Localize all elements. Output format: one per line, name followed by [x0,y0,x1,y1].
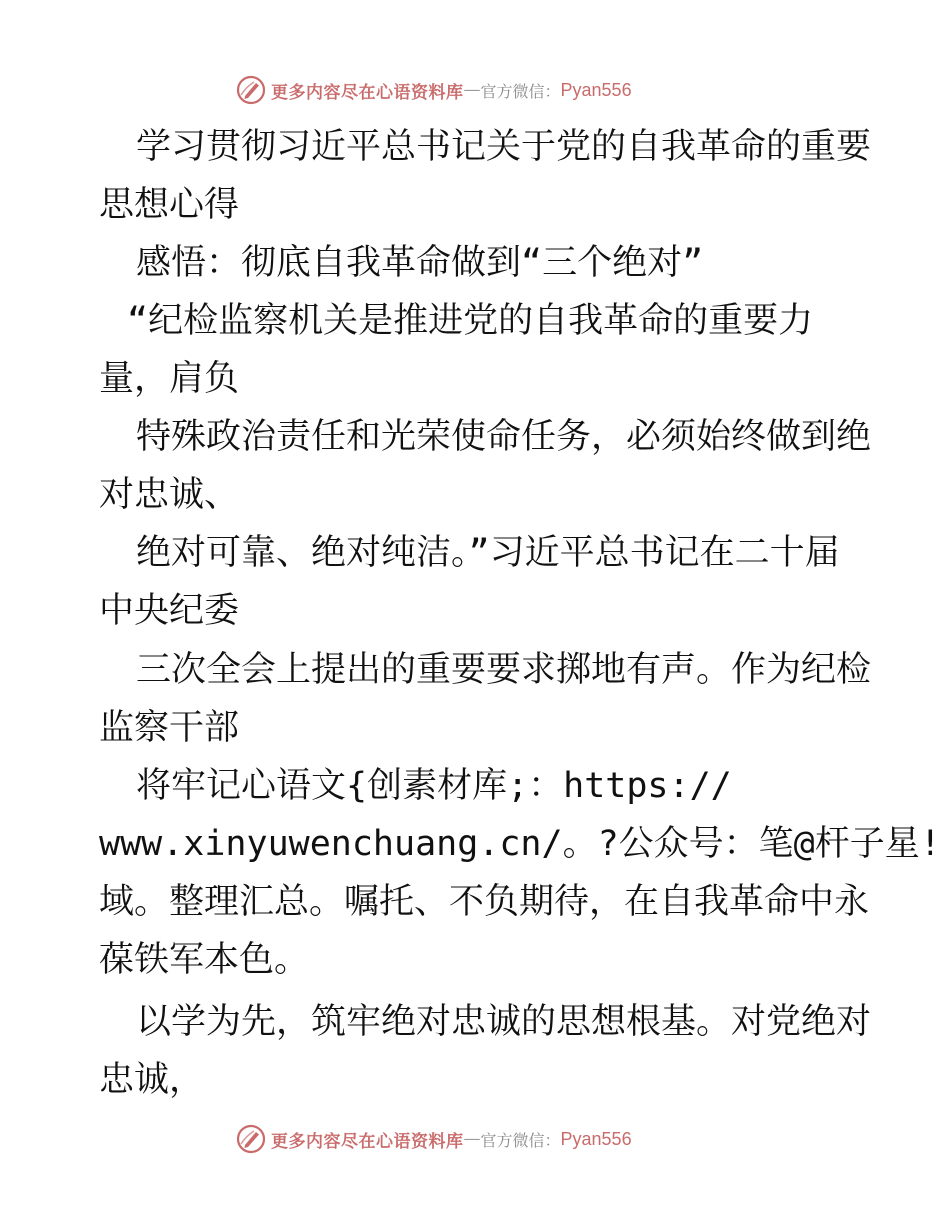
paragraph-line: www.xinyuwenchuang.cn/。?公众号：笔@杆子星! [99,824,941,864]
paragraph-line: 三次全会上提出的重要要求掷地有声。作为纪检 [136,650,872,690]
pen-logo-icon [236,75,266,105]
paragraph-line: 绝对可靠、绝对纯洁。”习近平总书记在二十届 [136,533,840,573]
paragraph-line: 将牢记心语文{创素材库;：https:// [136,766,732,806]
paragraph-line: 以学为先，筑牢绝对忠诚的思想根基。对党绝对 [136,1002,872,1042]
paragraph-line: 忠诚， [99,1060,205,1100]
paragraph-line: 中央纪委 [99,591,240,631]
subtitle-line: 感悟：彻底自我革命做到“三个绝对” [136,243,704,283]
banner-wechat-label: 官方微信： [480,81,561,101]
footer-banner [236,1123,716,1155]
paragraph-line: 域。整理汇总。嘱托、不负期待，在自我革命中永 [99,882,870,922]
paragraph-line: 对忠诚、 [99,475,240,515]
paragraph-line: 量，肩负 [99,359,240,399]
banner-wechat-label: 官方微信： [480,1130,561,1150]
title-line-2: 思想心得 [99,185,240,225]
paragraph-line: “纪检监察机关是推进党的自我革命的重要力 [127,301,814,341]
paragraph-line: 监察干部 [99,708,240,748]
banner-wechat-id: Pyan556 [560,1128,632,1149]
header-banner [236,74,716,106]
banner-brand-text: 更多内容尽在心语资料库 [271,1131,464,1152]
paragraph-line: 特殊政治责任和光荣使命任务，必须始终做到绝 [136,417,872,457]
title-line-1: 学习贯彻习近平总书记关于党的自我革命的重要 [136,127,872,167]
banner-separator: — [463,1129,481,1149]
banner-brand-text: 更多内容尽在心语资料库 [271,82,464,103]
banner-separator: — [463,80,481,100]
paragraph-line: 葆铁军本色。 [99,940,310,980]
banner-wechat-id: Pyan556 [560,79,632,100]
pen-logo-icon [236,1124,266,1154]
